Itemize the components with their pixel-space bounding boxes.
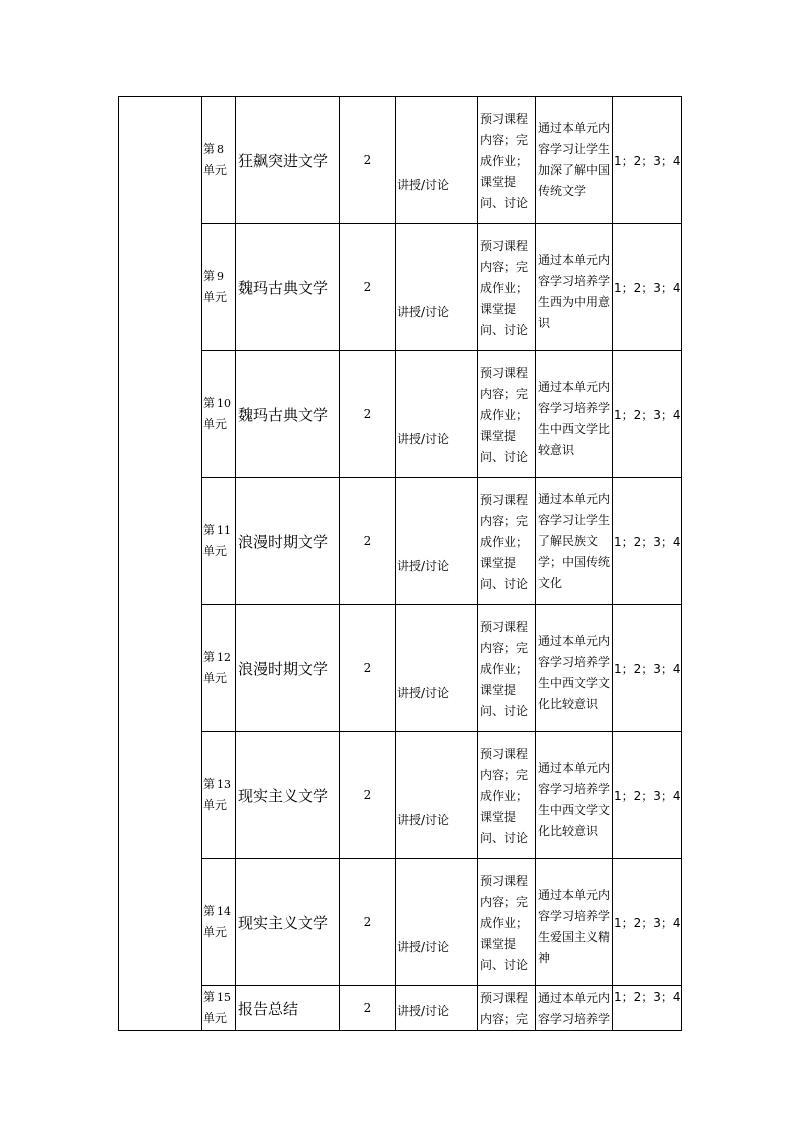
hours-cell: 2 — [340, 478, 396, 605]
student-requirement: 预习课程内容；完成作业；课堂提问、讨论 — [478, 97, 536, 224]
table-row — [119, 859, 682, 986]
table-row — [119, 732, 682, 859]
hours-cell: 2 — [340, 859, 396, 986]
teaching-method: 讲授/讨论 — [396, 986, 478, 1031]
student-requirement: 预习课程内容；完成作业；课堂提问、讨论 — [478, 478, 536, 605]
chapter-title: 浪漫时期文学 — [236, 478, 340, 605]
chapter-title: 魏玛古典文学 — [236, 351, 340, 478]
course-goals: 1；2；3；4 — [613, 351, 682, 478]
schedule-body — [119, 97, 682, 1031]
ideological-objective: 通过本单元内容学习培养学生爱国主义精神 — [536, 859, 613, 986]
course-goals: 1；2；3；4 — [613, 478, 682, 605]
teaching-method: 讲授/讨论 — [396, 97, 478, 224]
hours-cell: 2 — [340, 605, 396, 732]
teaching-method: 讲授/讨论 — [396, 224, 478, 351]
teaching-method: 讲授/讨论 — [396, 859, 478, 986]
unit-cell: 第 12 单元 — [202, 605, 236, 732]
teaching-method: 讲授/讨论 — [396, 605, 478, 732]
ideological-objective: 通过本单元内容学习培养学生中西文学文化比较意识 — [536, 732, 613, 859]
unit-cell: 第 14 单元 — [202, 859, 236, 986]
ideological-objective: 通过本单元内容学习让学生了解民族文学；中国传统文化 — [536, 478, 613, 605]
teaching-method: 讲授/讨论 — [396, 732, 478, 859]
unit-cell: 第 15 单元 — [202, 986, 236, 1031]
table-row — [119, 986, 682, 1031]
chapter-title: 现实主义文学 — [236, 859, 340, 986]
table-row — [119, 97, 682, 224]
hours-cell: 2 — [340, 97, 396, 224]
ideological-objective: 通过本单元内容学习培养学生西为中用意识 — [536, 224, 613, 351]
chapter-title: 现实主义文学 — [236, 732, 340, 859]
ideological-objective: 通过本单元内容学习让学生加深了解中国传统文学 — [536, 97, 613, 224]
student-requirement: 预习课程内容；完成作业；课堂提问、讨论 — [478, 351, 536, 478]
chapter-title: 魏玛古典文学 — [236, 224, 340, 351]
table-row — [119, 351, 682, 478]
student-requirement: 预习课程内容；完成作业；课堂提问、讨论 — [478, 605, 536, 732]
hours-cell: 2 — [340, 351, 396, 478]
student-requirement: 预习课程内容；完成作业；课堂提问、讨论 — [478, 859, 536, 986]
course-schedule-table — [118, 96, 682, 1031]
table-row — [119, 224, 682, 351]
merged-blank-cell — [119, 97, 202, 1031]
teaching-method: 讲授/讨论 — [396, 478, 478, 605]
chapter-title: 狂飙突进文学 — [236, 97, 340, 224]
unit-cell: 第 11 单元 — [202, 478, 236, 605]
unit-cell: 第 10 单元 — [202, 351, 236, 478]
hours-cell: 2 — [340, 986, 396, 1031]
student-requirement: 预习课程内容；完 — [478, 986, 536, 1031]
table-row — [119, 605, 682, 732]
student-requirement: 预习课程内容；完成作业；课堂提问、讨论 — [478, 732, 536, 859]
course-goals: 1；2；3；4 — [613, 986, 682, 1031]
course-goals: 1；2；3；4 — [613, 859, 682, 986]
unit-cell: 第 8 单元 — [202, 97, 236, 224]
table-row — [119, 478, 682, 605]
teaching-method: 讲授/讨论 — [396, 351, 478, 478]
course-goals: 1；2；3；4 — [613, 224, 682, 351]
course-goals: 1；2；3；4 — [613, 97, 682, 224]
unit-cell: 第 9 单元 — [202, 224, 236, 351]
ideological-objective: 通过本单元内容学习培养学 — [536, 986, 613, 1031]
unit-cell: 第 13 单元 — [202, 732, 236, 859]
ideological-objective: 通过本单元内容学习培养学生中西文学文化比较意识 — [536, 605, 613, 732]
ideological-objective: 通过本单元内容学习培养学生中西文学比较意识 — [536, 351, 613, 478]
chapter-title: 报告总结 — [236, 986, 340, 1031]
chapter-title: 浪漫时期文学 — [236, 605, 340, 732]
hours-cell: 2 — [340, 224, 396, 351]
course-goals: 1；2；3；4 — [613, 605, 682, 732]
hours-cell: 2 — [340, 732, 396, 859]
course-goals: 1；2；3；4 — [613, 732, 682, 859]
student-requirement: 预习课程内容；完成作业；课堂提问、讨论 — [478, 224, 536, 351]
